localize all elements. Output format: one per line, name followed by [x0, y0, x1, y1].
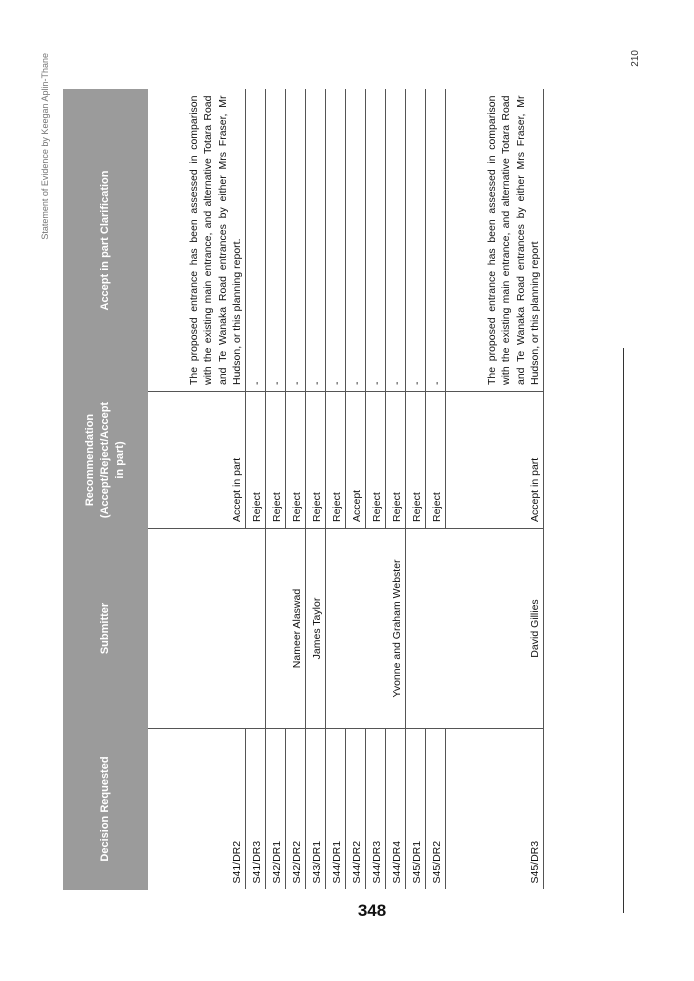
table-row — [286, 90, 306, 890]
decision-cell: S44/DR4 — [386, 729, 406, 890]
submitter-cell: Nameer Alaswad — [266, 529, 306, 729]
recommendation-cell: Reject — [286, 392, 306, 529]
recommendation-cell: Reject — [426, 392, 446, 529]
decision-cell: S41/DR3 — [246, 729, 266, 890]
recommendation-cell: Accept — [346, 392, 366, 529]
clarification-cell: - — [286, 90, 306, 392]
recommendation-cell: Reject — [366, 392, 386, 529]
table-row — [148, 90, 246, 890]
clarification-cell: - — [266, 90, 286, 392]
decision-cell: S45/DR2 — [426, 729, 446, 890]
submitter-cell — [148, 529, 266, 729]
statement-header: Statement of Evidence by Keegan Aplin-Thane — [40, 53, 50, 240]
col-header-submitter: Submitter — [64, 529, 148, 729]
clarification-cell: The proposed entrance has been assessed in comparison with the existing main entrance, and alternative Totara Road and Te Wanaka Road entrances by either Mrs Fraser, Mr Hudson, or this planning report — [446, 90, 544, 392]
page-number: 210 — [630, 50, 641, 67]
clarification-cell: The proposed entrance has been assessed in comparison with the existing main entrance, and alternative Totara Road and Te Wanaka Road entrances by either Mrs Fraser, Mr Hudson, or this planning report. — [148, 90, 246, 392]
clarification-cell: - — [366, 90, 386, 392]
submitter-cell: James Taylor — [306, 529, 326, 729]
table-row — [426, 90, 446, 890]
decision-cell: S44/DR3 — [366, 729, 386, 890]
col-header-clarification: Accept in part Clarification — [64, 90, 148, 392]
footer-rule — [623, 348, 624, 913]
decision-cell: S45/DR1 — [406, 729, 426, 890]
clarification-cell: - — [406, 90, 426, 392]
clarification-cell: - — [326, 90, 346, 392]
table-row — [406, 90, 426, 890]
decision-cell: S41/DR2 — [148, 729, 246, 890]
decision-cell: S45/DR3 — [446, 729, 544, 890]
clarification-cell: - — [386, 90, 406, 392]
clarification-cell: - — [346, 90, 366, 392]
recommendation-cell: Reject — [306, 392, 326, 529]
clarification-cell: - — [246, 90, 266, 392]
recommendation-cell: Reject — [386, 392, 406, 529]
recommendation-cell: Accept in part — [148, 392, 246, 529]
table-row — [306, 90, 326, 890]
table-row — [346, 90, 366, 890]
table-row — [446, 90, 544, 890]
decisions-table — [63, 89, 544, 890]
submitter-cell: David Gillies — [406, 529, 544, 729]
submitter-cell: Yvonne and Graham Webster — [326, 529, 406, 729]
clarification-cell: - — [306, 90, 326, 392]
document-page-number: 348 — [357, 900, 387, 920]
table-row — [266, 90, 286, 890]
rotated-page — [40, 50, 640, 930]
table-row — [386, 90, 406, 890]
decision-cell: S43/DR1 — [306, 729, 326, 890]
recommendation-cell: Reject — [326, 392, 346, 529]
decision-cell: S42/DR1 — [266, 729, 286, 890]
table-row — [366, 90, 386, 890]
table-header-row — [64, 90, 148, 890]
recommendation-cell: Accept in part — [446, 392, 544, 529]
recommendation-cell: Reject — [406, 392, 426, 529]
clarification-cell: - — [426, 90, 446, 392]
decision-cell: S42/DR2 — [286, 729, 306, 890]
recommendation-cell: Reject — [266, 392, 286, 529]
col-header-recommendation: Recommendation (Accept/Reject/Accept in part) — [64, 392, 148, 529]
recommendation-cell: Reject — [246, 392, 266, 529]
col-header-decision: Decision Requested — [64, 729, 148, 890]
decision-cell: S44/DR2 — [346, 729, 366, 890]
table-row — [246, 90, 266, 890]
table-row — [326, 90, 346, 890]
decision-cell: S44/DR1 — [326, 729, 346, 890]
